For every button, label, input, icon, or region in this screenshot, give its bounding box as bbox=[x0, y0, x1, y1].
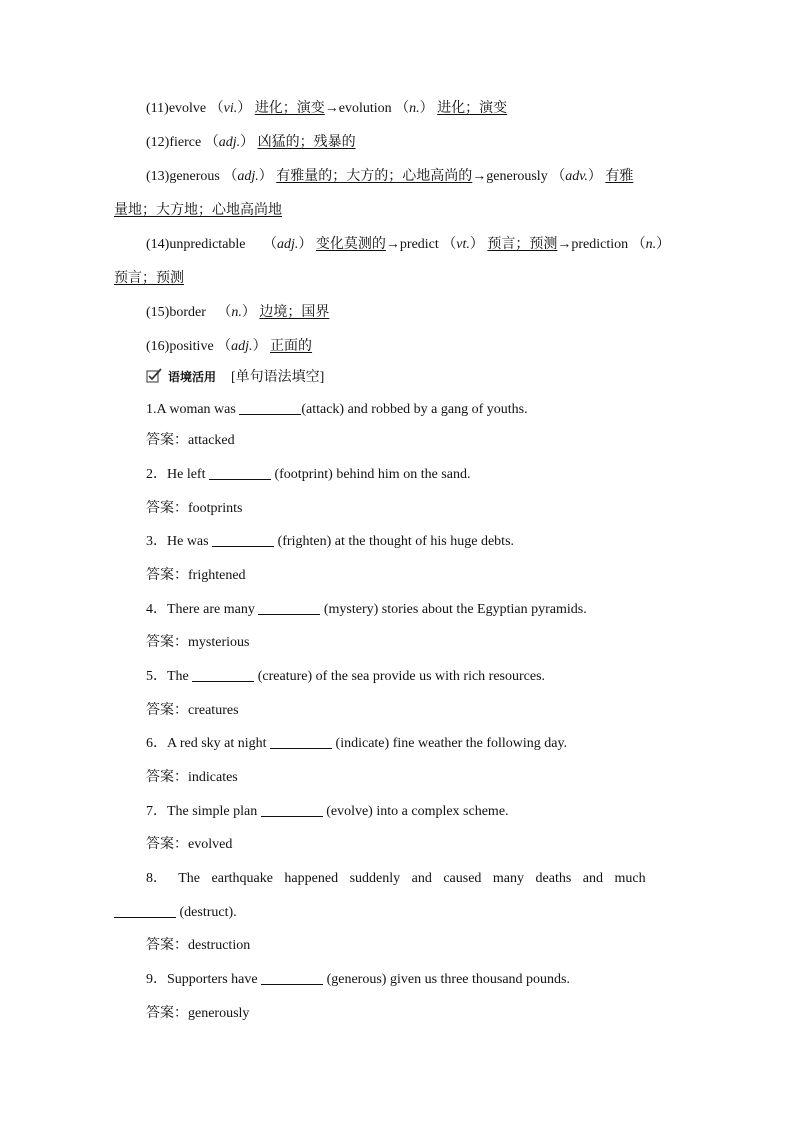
derived-word: generously bbox=[486, 169, 548, 184]
vocab-item-13: (13)generous （adj.） 有雅量的；大方的；心地高尚的→generously （adv.） 有雅 bbox=[146, 169, 634, 184]
answer-label: 答案： bbox=[146, 703, 188, 718]
answer-label: 答案： bbox=[146, 501, 188, 516]
exercise-7 bbox=[146, 802, 509, 822]
exercise-4 bbox=[146, 600, 587, 620]
exercise-text: of the sea provide us with rich resources. bbox=[315, 669, 546, 684]
answer-text: creatures bbox=[188, 703, 239, 718]
answer-label: 答案： bbox=[146, 938, 188, 953]
exercise-text: A woman was bbox=[156, 402, 236, 417]
exercise-number: 8． bbox=[146, 871, 167, 886]
answer-4 bbox=[146, 633, 249, 653]
section-title: [单句语法填空] bbox=[231, 370, 325, 385]
answer-text: footprints bbox=[188, 501, 243, 516]
answer-text: destruction bbox=[188, 938, 251, 953]
vocab-meaning: 正面的 bbox=[270, 339, 313, 354]
derived-meaning: 有雅 bbox=[605, 169, 634, 184]
exercise-text: . bbox=[233, 905, 237, 920]
checkmark-pen-icon bbox=[146, 368, 162, 384]
arrow: → bbox=[324, 101, 339, 116]
vocab-item-14-continued bbox=[114, 269, 184, 289]
vocab-word: generous bbox=[169, 169, 220, 184]
exercise-number: 6． bbox=[146, 736, 167, 751]
answer-blank bbox=[192, 667, 254, 682]
part-of-speech: n. bbox=[645, 237, 657, 252]
part-of-speech: vi. bbox=[223, 101, 238, 116]
answer-text: frightened bbox=[188, 568, 246, 583]
vocab-word: positive bbox=[169, 339, 214, 354]
vocab-number: (12) bbox=[146, 135, 170, 150]
vocab-word: fierce bbox=[169, 135, 202, 150]
answer-blank bbox=[209, 465, 271, 480]
vocab-meaning: 边境；国界 bbox=[259, 305, 330, 320]
exercise-text: stories about the Egyptian pyramids. bbox=[381, 602, 587, 617]
answer-blank bbox=[270, 734, 332, 749]
exercise-number: 7． bbox=[146, 804, 167, 819]
exercise-text: behind him on the sand. bbox=[336, 467, 471, 482]
arrow: → bbox=[472, 169, 487, 184]
vocab-item-16: (16)positive （adj.） 正面的 bbox=[146, 339, 313, 354]
exercise-hint: (mystery) bbox=[323, 602, 379, 617]
derived-word: evolution bbox=[338, 101, 392, 116]
answer-blank bbox=[261, 970, 323, 985]
exercise-hint: (footprint) bbox=[274, 467, 333, 482]
exercise-number: 9． bbox=[146, 972, 167, 987]
exercise-text: The earthquake happened suddenly and caused many deaths and much bbox=[178, 871, 646, 886]
part-of-speech: adj. bbox=[277, 237, 299, 252]
answer-blank bbox=[114, 903, 176, 918]
part-of-speech: adj. bbox=[218, 135, 241, 150]
exercise-text: fine weather the following day. bbox=[392, 736, 568, 751]
arrow: → bbox=[557, 237, 572, 252]
vocab-item-15: (15)border （n.） 边境；国界 bbox=[146, 305, 330, 320]
answer-text: indicates bbox=[188, 770, 238, 785]
exercise-8-continued bbox=[114, 903, 237, 923]
vocab-meaning: 有雅量的；大方的；心地高尚的 bbox=[276, 169, 473, 184]
exercise-text: given us three thousand pounds. bbox=[389, 972, 570, 987]
answer-7 bbox=[146, 835, 232, 855]
exercise-text: He was bbox=[167, 534, 209, 549]
exercise-text: There are many bbox=[167, 602, 255, 617]
answer-blank bbox=[239, 400, 301, 415]
answer-2 bbox=[146, 499, 242, 519]
answer-5 bbox=[146, 701, 239, 721]
answer-9 bbox=[146, 1004, 249, 1024]
vocab-number: (15) bbox=[146, 305, 170, 320]
arrow: → bbox=[385, 237, 400, 252]
derived-meaning: 预言；预测 bbox=[487, 237, 558, 252]
answer-blank bbox=[258, 600, 320, 615]
vocab-word: evolve bbox=[168, 101, 207, 116]
vocab-word: border bbox=[169, 305, 206, 320]
vocab-number: (13) bbox=[146, 169, 170, 184]
exercise-number: 1. bbox=[146, 402, 157, 417]
exercise-number: 5． bbox=[146, 669, 167, 684]
exercise-hint: (destruct) bbox=[179, 905, 234, 920]
exercise-text: The bbox=[167, 669, 189, 684]
part-of-speech: adv. bbox=[565, 169, 588, 184]
answer-blank bbox=[261, 802, 323, 817]
exercise-hint: (frighten) bbox=[277, 534, 332, 549]
part-of-speech: vt. bbox=[456, 237, 470, 252]
answer-text: generously bbox=[188, 1006, 250, 1021]
exercise-text: He left bbox=[167, 467, 206, 482]
answer-6 bbox=[146, 768, 238, 788]
exercise-8 bbox=[146, 869, 678, 889]
exercise-5 bbox=[146, 667, 545, 687]
vocab-word: unpredictable bbox=[169, 237, 246, 252]
vocab-meaning: 凶猛的；残暴的 bbox=[257, 135, 356, 150]
exercise-number: 3． bbox=[146, 534, 167, 549]
exercise-text: The simple plan bbox=[167, 804, 258, 819]
exercise-2 bbox=[146, 465, 470, 485]
derived-word: predict bbox=[399, 237, 439, 252]
answer-label: 答案： bbox=[146, 1006, 188, 1021]
answer-text: evolved bbox=[188, 837, 233, 852]
exercise-hint: (generous) bbox=[326, 972, 387, 987]
exercise-text: into a complex scheme. bbox=[376, 804, 509, 819]
exercise-9 bbox=[146, 970, 570, 990]
derived-meaning-2: 预言；预测 bbox=[114, 271, 184, 286]
derived-meaning-continued: 量地；大方地；心地高尚地 bbox=[114, 203, 282, 218]
answer-label: 答案： bbox=[146, 568, 188, 583]
vocab-item-13-continued bbox=[114, 201, 282, 221]
exercise-hint: (evolve) bbox=[326, 804, 373, 819]
section-header bbox=[168, 367, 324, 388]
derived-word-2: prediction bbox=[571, 237, 629, 252]
exercise-text: and robbed by a gang of youths. bbox=[347, 402, 528, 417]
answer-label: 答案： bbox=[146, 433, 188, 448]
answer-label: 答案： bbox=[146, 635, 188, 650]
exercise-number: 2． bbox=[146, 467, 167, 482]
answer-1 bbox=[146, 431, 235, 451]
exercise-hint: (indicate) bbox=[335, 736, 390, 751]
vocab-number: (16) bbox=[146, 339, 170, 354]
vocab-meaning: 变化莫测的 bbox=[315, 237, 386, 252]
vocab-number: (11) bbox=[146, 101, 169, 116]
exercise-3 bbox=[146, 532, 514, 552]
vocab-item-12: (12)fierce （adj.） 凶猛的；残暴的 bbox=[146, 135, 356, 150]
answer-text: mysterious bbox=[188, 635, 250, 650]
answer-label: 答案： bbox=[146, 770, 188, 785]
exercise-number: 4． bbox=[146, 602, 167, 617]
exercise-text: at the thought of his huge debts. bbox=[334, 534, 515, 549]
exercise-hint: (attack) bbox=[301, 402, 345, 417]
part-of-speech: adj. bbox=[237, 169, 259, 184]
part-of-speech: n. bbox=[231, 305, 242, 320]
part-of-speech: n. bbox=[409, 101, 420, 116]
exercise-text: Supporters have bbox=[167, 972, 258, 987]
exercise-1 bbox=[146, 400, 528, 420]
answer-label: 答案： bbox=[146, 837, 188, 852]
vocab-meaning: 进化；演变 bbox=[254, 101, 325, 116]
vocab-item-14: (14)unpredictable （adj.） 变化莫测的→predict （vt.） 预言；预测→prediction （n.） bbox=[146, 237, 671, 252]
vocab-item-11: (11)evolve （vi.） 进化；演变→evolution （n.） 进化；演变 bbox=[146, 101, 508, 116]
answer-8 bbox=[146, 936, 250, 956]
derived-meaning: 进化；演变 bbox=[437, 101, 508, 116]
answer-text: attacked bbox=[188, 433, 235, 448]
exercise-6 bbox=[146, 734, 567, 754]
section-label: 语境活用 bbox=[168, 370, 217, 384]
answer-blank bbox=[212, 532, 274, 547]
vocab-number: (14) bbox=[146, 237, 170, 252]
answer-3 bbox=[146, 566, 246, 586]
part-of-speech: adj. bbox=[231, 339, 253, 354]
exercise-hint: (creature) bbox=[257, 669, 313, 684]
exercise-text: A red sky at night bbox=[167, 736, 267, 751]
